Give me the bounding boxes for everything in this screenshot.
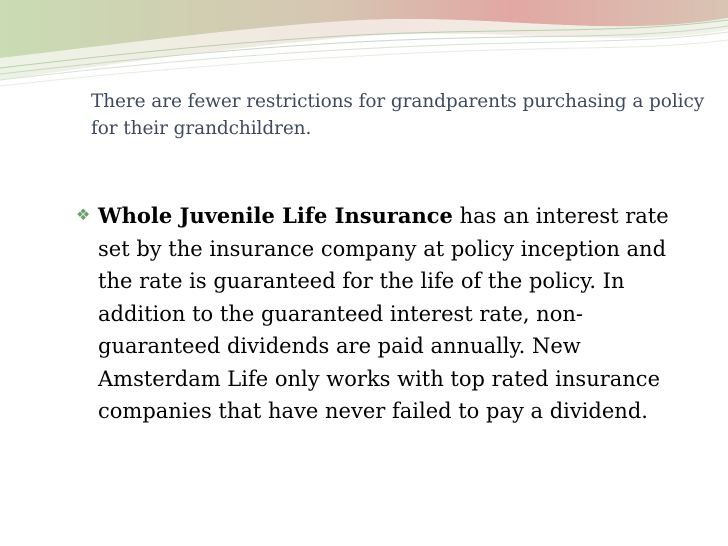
- slide-subtitle: There are fewer restrictions for grandparents purchasing a policy for their grandchildren.: [91, 91, 705, 139]
- bullet-item: [76, 200, 676, 428]
- content-body: [76, 200, 676, 428]
- diamond-bullet-icon: ❖: [76, 205, 91, 224]
- bullet-body: has an interest rate set by the insurance company at policy inception and the rate is guaranteed for the life of the policy. In addition to the guaranteed interest rate, non-guaranteed dividends are paid annually. New Amsterdam Life only works with top rated insurance companies that have never failed to pay a dividend.: [98, 204, 669, 423]
- bullet-text: [98, 200, 676, 428]
- bullet-lead: Whole Juvenile Life Insurance: [98, 203, 453, 228]
